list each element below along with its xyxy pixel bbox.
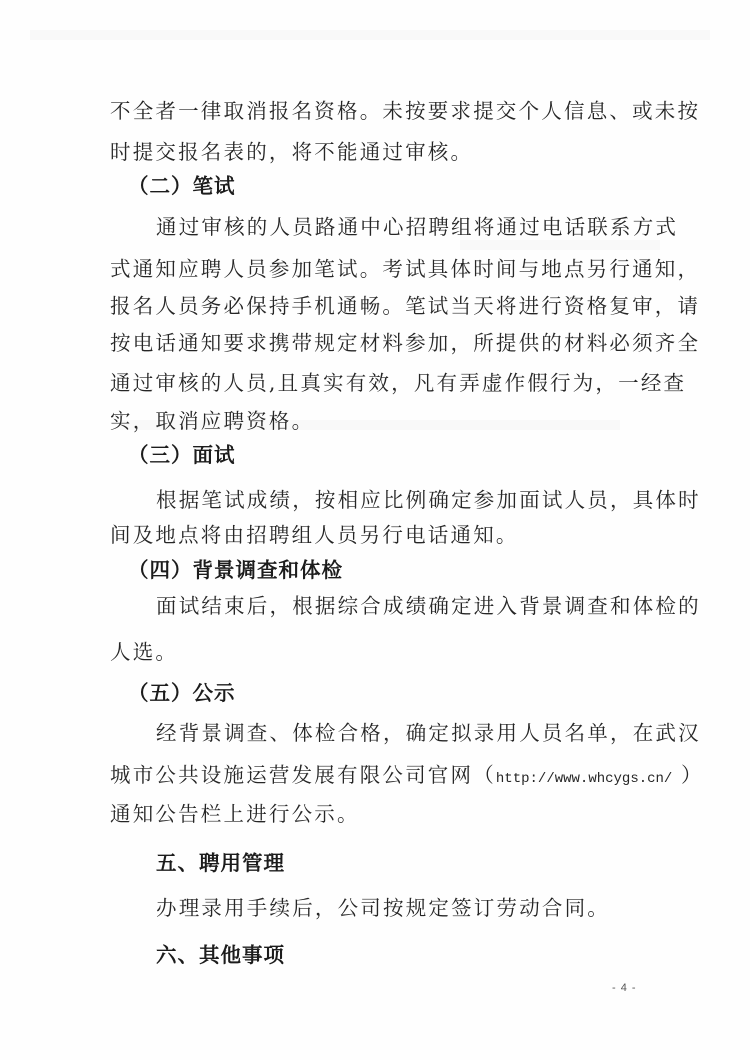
scan-bleed-through — [30, 30, 710, 40]
body-text-line: 人选。 — [110, 640, 179, 664]
subheading-publicity: （五）公示 — [128, 681, 236, 705]
body-text-line: 通过审核的人员路通中心招聘组将通过电话联系方式 — [156, 215, 679, 239]
body-text-line: 报名人员务必保持手机通畅。笔试当天将进行资格复审，请 — [110, 294, 701, 318]
page-number: - 4 - — [612, 982, 637, 994]
body-text-line: 式通知应聘人员参加笔试。考试具体时间与地点另行通知， — [110, 257, 701, 281]
body-text-line: 时提交报名表的，将不能通过审核。 — [110, 140, 474, 164]
section-heading-employment-management: 五、聘用管理 — [156, 851, 285, 875]
subheading-written-exam: （二）笔试 — [128, 174, 236, 198]
section-heading-other-matters: 六、其他事项 — [156, 943, 285, 967]
body-text-line: 实，取消应聘资格。 — [110, 409, 315, 433]
body-text-segment: 城市公共设施运营发展有限公司官网（ — [110, 763, 496, 787]
subheading-interview: （三）面试 — [128, 443, 236, 467]
body-text-line: 办理录用手续后，公司按规定签订劳动合同。 — [156, 896, 610, 920]
body-text-line: 面试结束后，根据综合成绩确定进入背景调查和体检的 — [156, 594, 701, 618]
body-text-line: 经背景调查、体检合格，确定拟录用人员名单，在武汉 — [156, 721, 701, 745]
body-text-line: 通过审核的人员,且真实有效，凡有弄虚作假行为，一经查 — [110, 371, 687, 395]
body-text-line: 通知公告栏上进行公示。 — [110, 802, 360, 826]
subheading-background-check: （四）背景调查和体检 — [128, 558, 343, 582]
body-text-segment: ） — [672, 763, 704, 787]
body-text-line: 不全者一律取消报名资格。未按要求提交个人信息、或未按 — [110, 99, 701, 123]
body-text-line: 间及地点将由招聘组人员另行电话通知。 — [110, 523, 519, 547]
website-url: http://www.whcygs.cn/ — [495, 771, 673, 787]
body-text-line: 按电话通知要求携带规定材料参加，所提供的材料必须齐全 — [110, 331, 701, 355]
body-text-line-with-url — [110, 760, 704, 790]
body-text-line: 根据笔试成绩，按相应比例确定参加面试人员，具体时 — [156, 488, 701, 512]
